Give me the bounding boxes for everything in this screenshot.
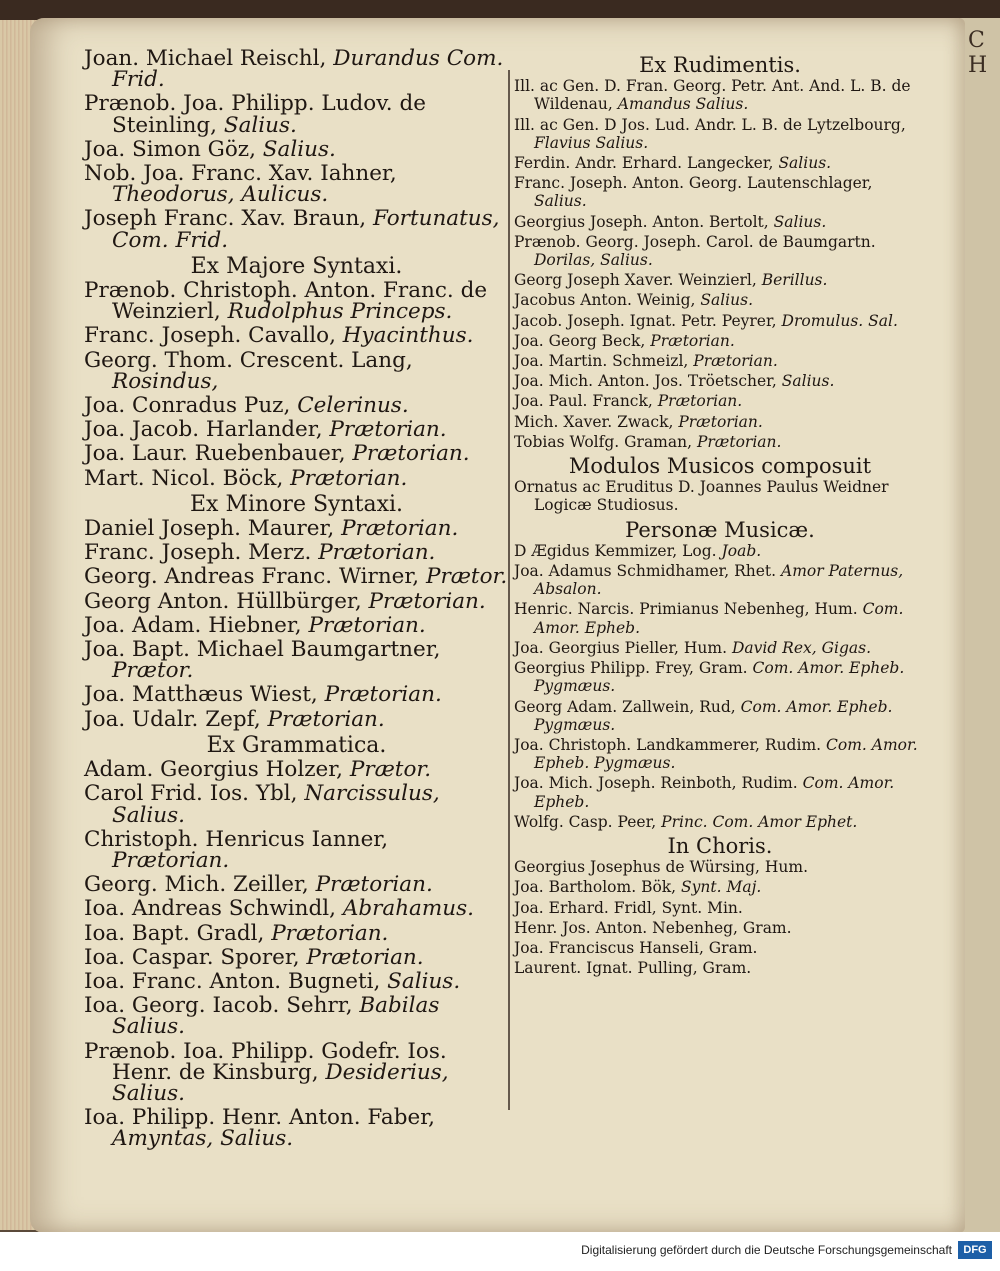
cast-name: Franc. Joseph. Cavallo, bbox=[84, 323, 336, 349]
cast-role: Com. Amor. Epheb. Pygmæus. bbox=[534, 697, 893, 734]
cast-entry bbox=[514, 413, 926, 431]
section-heading: Modulos Musicos composuit bbox=[568, 454, 872, 479]
section-heading: Personæ Musicæ. bbox=[625, 517, 815, 542]
cast-name: Georgius Joseph. Anton. Bertolt, bbox=[514, 212, 769, 231]
cast-name: Joa. Udalr. Zepf, bbox=[84, 706, 261, 732]
cast-role: Prætorian. bbox=[352, 441, 470, 467]
cast-entry bbox=[514, 858, 926, 876]
cast-entry bbox=[84, 1105, 509, 1152]
cast-role: Amor Paternus, Absalon. bbox=[534, 562, 904, 599]
cast-role: Prætorian. bbox=[341, 516, 459, 542]
dfg-logo: DFG bbox=[958, 1241, 992, 1259]
cast-name: Georgius Josephus de Würsing, Hum. bbox=[514, 858, 808, 877]
cast-name: Franc. Joseph. Merz. bbox=[84, 540, 312, 566]
cast-role: Rosindus, bbox=[112, 368, 219, 394]
cast-role: Salius. bbox=[781, 372, 835, 391]
cast-name: Joa. Georgius Pieller, Hum. bbox=[514, 638, 728, 657]
cast-name: Joa. Simon Göz, bbox=[84, 136, 256, 162]
cast-name: Ioa. Georg. Iacob. Sehrr, bbox=[84, 993, 353, 1019]
cast-name: Prænob. Joa. Philipp. Ludov. de Steinling, bbox=[84, 91, 426, 138]
cast-entry bbox=[514, 213, 926, 231]
cast-name: Georg. Andreas Franc. Wirner, bbox=[84, 564, 420, 590]
cast-entry bbox=[514, 271, 926, 289]
cast-role: Dromulus. Sal. bbox=[781, 311, 898, 330]
cast-role: Com. Amor. Epheb. Pygmæus. bbox=[534, 735, 918, 773]
cast-name: Franc. Joseph. Anton. Georg. Lautenschlager, bbox=[514, 174, 873, 193]
cast-entry bbox=[514, 659, 926, 695]
cast-name: Jacob. Joseph. Ignat. Petr. Peyrer, bbox=[514, 311, 777, 330]
cast-name: Ill. ac Gen. D Jos. Lud. Andr. L. B. de Lytzelbourg, bbox=[514, 115, 906, 134]
cast-role: Synt. Maj. bbox=[681, 878, 762, 897]
cast-entry bbox=[514, 899, 926, 917]
cast-entry bbox=[84, 1038, 509, 1106]
cast-role: Prætorian. bbox=[308, 612, 426, 638]
cast-name: Joa. Mich. Anton. Jos. Tröetscher, bbox=[514, 372, 777, 391]
cast-role: Celerinus. bbox=[297, 393, 409, 419]
cast-name: Henr. Jos. Anton. Nebenheg, Gram. bbox=[514, 918, 792, 937]
cast-entry bbox=[514, 392, 926, 410]
cast-name: Joa. Christoph. Landkammerer, Rudim. bbox=[514, 735, 822, 754]
cast-entry bbox=[84, 872, 509, 898]
cast-entry bbox=[84, 757, 509, 783]
cast-name: Georg. Thom. Crescent. Lang, bbox=[84, 347, 413, 373]
cast-role: Princ. Com. Amor Ephet. bbox=[661, 812, 858, 831]
cast-entry bbox=[84, 441, 509, 467]
cast-entry bbox=[514, 774, 926, 810]
cast-entry bbox=[514, 372, 926, 390]
cast-role: Salius. bbox=[534, 192, 587, 211]
cast-entry bbox=[514, 698, 926, 734]
cast-entry bbox=[84, 465, 509, 491]
cast-role: Durandus Com. Frid. bbox=[112, 46, 504, 93]
next-page-edge bbox=[960, 18, 1000, 1233]
cast-entry bbox=[514, 639, 926, 657]
cast-name: Joa. Jacob. Harlander, bbox=[84, 417, 323, 443]
cast-entry bbox=[514, 939, 926, 957]
cast-name: Joa. Mich. Joseph. Reinboth, Rudim. bbox=[514, 774, 798, 793]
cast-entry bbox=[84, 826, 509, 873]
cast-entry bbox=[84, 278, 509, 325]
cast-entry bbox=[84, 781, 509, 828]
cast-role: Prætorian. bbox=[678, 412, 763, 431]
cast-role: Prætorian. bbox=[693, 352, 778, 371]
cast-role: Abrahamus. bbox=[342, 896, 474, 922]
section-heading: Ex Rudimentis. bbox=[639, 53, 801, 77]
section-heading: In Choris. bbox=[667, 833, 773, 858]
cast-entry bbox=[84, 136, 509, 162]
cast-name: Georg Joseph Xaver. Weinzierl, bbox=[514, 271, 757, 290]
cast-role: Rudolphus Princeps. bbox=[227, 299, 453, 325]
cast-name: Georg Adam. Zallwein, Rud, bbox=[514, 697, 736, 716]
cast-entry bbox=[84, 993, 509, 1040]
cast-name: Christoph. Henricus Ianner, bbox=[84, 826, 389, 852]
cast-entry bbox=[514, 919, 926, 937]
cast-name: Ioa. Caspar. Sporer, bbox=[84, 944, 300, 970]
cast-name: Ioa. Franc. Anton. Bugneti, bbox=[84, 968, 381, 994]
cast-entry bbox=[514, 312, 926, 330]
cast-role: Prætorian. bbox=[315, 872, 433, 898]
cast-role: David Rex, Gigas. bbox=[731, 638, 872, 657]
cast-name: Adam. Georgius Holzer, bbox=[84, 757, 344, 783]
cast-entry bbox=[514, 233, 926, 269]
cast-name: Henric. Narcis. Primianus Nebenheg, Hum. bbox=[514, 600, 858, 619]
cast-role: Prætorian. bbox=[650, 331, 735, 350]
cast-name: Joa. Conradus Puz, bbox=[84, 393, 291, 419]
cast-name: Ornatus ac Eruditus D. Joannes Paulus Weidner Logicæ Studiosus. bbox=[514, 478, 889, 515]
cast-name: Tobias Wolfg. Graman, bbox=[514, 432, 693, 451]
cast-role: Amyntas, Salius. bbox=[112, 1126, 294, 1152]
cast-entry bbox=[84, 588, 509, 614]
cast-entry bbox=[84, 944, 509, 970]
cast-entry bbox=[84, 612, 509, 638]
cast-name: Joseph Franc. Xav. Braun, bbox=[84, 206, 367, 232]
cast-entry bbox=[514, 433, 926, 451]
cast-name: Laurent. Ignat. Pulling, Gram. bbox=[514, 959, 752, 978]
cast-name: Georg Anton. Hüllbürger, bbox=[84, 588, 362, 614]
cast-entry bbox=[84, 564, 509, 590]
cast-entry bbox=[514, 878, 926, 896]
cast-role: Desiderius, Salius. bbox=[112, 1059, 449, 1106]
cast-entry bbox=[84, 347, 509, 394]
cast-name: Nob. Joa. Franc. Xav. Iahner, bbox=[84, 161, 397, 187]
cast-role: Salius. bbox=[387, 968, 461, 994]
cast-role: Prætorian. bbox=[112, 847, 230, 873]
cast-role: Prætorian. bbox=[306, 944, 424, 970]
cast-name: Daniel Joseph. Maurer, bbox=[84, 516, 335, 542]
cast-role: Prætorian. bbox=[657, 392, 743, 411]
cast-name: Prænob. Georg. Joseph. Carol. de Baumgartn. bbox=[514, 232, 876, 251]
cast-entry bbox=[84, 682, 509, 708]
edge-text: C H bbox=[968, 28, 988, 78]
left-column bbox=[84, 48, 509, 1153]
cast-name: Joa. Martin. Schmeizl, bbox=[514, 352, 689, 371]
cast-role: Prætorian. bbox=[290, 465, 408, 491]
cast-role: Fortunatus, Com. Frid. bbox=[112, 206, 500, 253]
cast-entry bbox=[514, 174, 926, 210]
cast-entry bbox=[84, 393, 509, 419]
cast-role: Prætorian. bbox=[271, 920, 389, 946]
cast-role: Com. Amor. Epheb. Pygmæus. bbox=[534, 659, 905, 696]
cast-role: Narcissulus, Salius. bbox=[112, 781, 440, 828]
cast-role: Prætorian. bbox=[696, 432, 782, 451]
cast-name: Ioa. Bapt. Gradl, bbox=[84, 920, 265, 946]
cast-name: Carol Frid. Ios. Ybl, bbox=[84, 781, 298, 807]
cast-name: Joa. Matthæus Wiest, bbox=[84, 682, 318, 708]
cast-entry bbox=[514, 736, 926, 772]
cast-name: Joa. Georg Beck, bbox=[514, 331, 646, 350]
cast-role: Salius. bbox=[262, 136, 336, 162]
cast-name: D Ægidus Kemmizer, Log. bbox=[514, 541, 717, 560]
cast-entry bbox=[84, 46, 509, 93]
cast-entry bbox=[84, 91, 509, 138]
cast-name: Georg. Mich. Zeiller, bbox=[84, 872, 309, 898]
cast-entry bbox=[84, 968, 509, 994]
cast-entry bbox=[84, 706, 509, 732]
cast-name: Jacobus Anton. Weinig, bbox=[514, 291, 696, 310]
cast-entry bbox=[514, 116, 926, 152]
cast-entry bbox=[514, 154, 926, 172]
cast-role: Joab. bbox=[721, 541, 762, 560]
cast-role: Flavius Salius. bbox=[534, 133, 649, 152]
cast-role: Amandus Salius. bbox=[617, 95, 749, 114]
cast-entry bbox=[514, 959, 926, 977]
cast-name: Ferdin. Andr. Erhard. Langecker, bbox=[514, 154, 774, 173]
cast-name: Joa. Adam. Hiebner, bbox=[84, 612, 302, 638]
cast-entry bbox=[84, 323, 509, 349]
cast-entry bbox=[514, 562, 926, 598]
cast-entry bbox=[514, 291, 926, 309]
section-heading: Ex Grammatica. bbox=[206, 732, 387, 758]
cast-role: Salius. bbox=[223, 112, 297, 138]
digitization-footer bbox=[0, 1232, 1000, 1271]
cast-name: Joa. Erhard. Fridl, Synt. Min. bbox=[514, 898, 743, 917]
cast-name: Joan. Michael Reischl, bbox=[84, 46, 327, 71]
cast-role: Hyacinthus. bbox=[342, 323, 474, 349]
cast-role: Prætorian. bbox=[267, 706, 385, 732]
cast-name: Ioa. Andreas Schwindl, bbox=[84, 896, 336, 922]
cast-entry bbox=[514, 332, 926, 350]
cast-name: Joa. Bapt. Michael Baumgartner, bbox=[84, 637, 441, 663]
cast-name: Ioa. Philipp. Henr. Anton. Faber, bbox=[84, 1105, 435, 1131]
cast-role: Prætorian. bbox=[318, 540, 436, 566]
cast-entry bbox=[84, 516, 509, 542]
cast-name: Joa. Franciscus Hanseli, Gram. bbox=[514, 938, 758, 957]
cast-name: Prænob. Christoph. Anton. Franc. de Weinzierl, bbox=[84, 278, 488, 325]
cast-role: Com. Amor. Epheb. bbox=[534, 774, 895, 811]
cast-role: Babilas Salius. bbox=[112, 993, 440, 1040]
cast-entry bbox=[84, 896, 509, 922]
section-heading: Ex Majore Syntaxi. bbox=[190, 253, 403, 279]
cast-entry bbox=[84, 637, 509, 684]
cast-name: Wolfg. Casp. Peer, bbox=[514, 812, 657, 831]
cast-name: Mart. Nicol. Böck, bbox=[84, 465, 284, 491]
cast-entry bbox=[514, 77, 926, 113]
cast-role: Com. Amor. Epheb. bbox=[534, 600, 904, 637]
cast-role: Salius. bbox=[778, 154, 832, 173]
cast-role: Prætorian. bbox=[324, 682, 442, 708]
cast-role: Berillus. bbox=[761, 271, 828, 290]
cast-entry bbox=[514, 542, 926, 560]
cast-role: Prætorian. bbox=[368, 588, 486, 614]
cast-entry bbox=[84, 206, 509, 253]
cast-entry bbox=[84, 417, 509, 443]
cast-entry bbox=[84, 161, 509, 208]
cast-role: Prætor. bbox=[112, 658, 194, 684]
cast-name: Joa. Paul. Franck, bbox=[514, 392, 653, 411]
cast-name: Joa. Laur. Ruebenbauer, bbox=[84, 441, 346, 467]
cast-role: Dorilas, Salius. bbox=[534, 251, 653, 270]
cast-entry bbox=[514, 478, 926, 514]
cast-role: Prætor. bbox=[349, 757, 432, 783]
cast-name: Joa. Adamus Schmidhamer, Rhet. bbox=[514, 562, 777, 581]
cast-role: Salius. bbox=[700, 291, 753, 310]
cast-name: Ill. ac Gen. D. Fran. Georg. Petr. Ant. And. L. B. de Wildenau, bbox=[514, 77, 911, 114]
funding-credit: Digitalisierung gefördert durch die Deutsche Forschungsgemeinschaft bbox=[581, 1243, 952, 1257]
cast-role: Salius. bbox=[773, 212, 827, 231]
cast-entry bbox=[514, 813, 926, 831]
cast-name: Georgius Philipp. Frey, Gram. bbox=[514, 659, 748, 678]
cast-name: Joa. Bartholom. Bök, bbox=[514, 878, 677, 897]
cast-name: Prænob. Ioa. Philipp. Godefr. Ios. Henr. de Kinsburg, bbox=[84, 1038, 447, 1085]
cast-entry bbox=[514, 600, 926, 636]
cast-name: Mich. Xaver. Zwack, bbox=[514, 412, 674, 431]
cast-role: Prætorian. bbox=[329, 417, 447, 443]
section-heading: Ex Minore Syntaxi. bbox=[189, 491, 404, 517]
cast-entry bbox=[84, 920, 509, 946]
cast-role: Prætor. bbox=[425, 564, 508, 590]
right-column bbox=[514, 50, 926, 979]
cast-entry bbox=[84, 540, 509, 566]
cast-entry bbox=[514, 352, 926, 370]
cast-role: Theodorus, Aulicus. bbox=[112, 182, 329, 208]
